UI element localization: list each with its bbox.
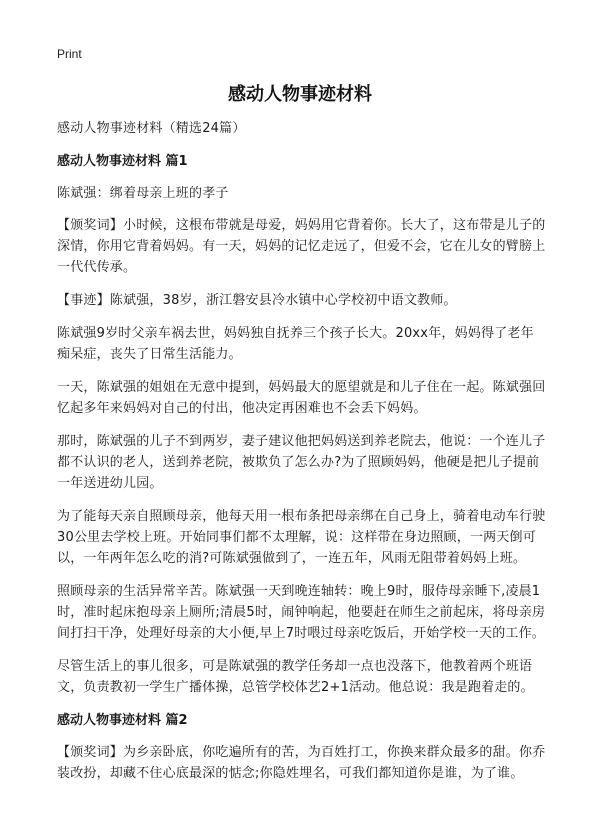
section-heading: 感动人物事迹材料 篇1 — [57, 154, 188, 169]
paragraph: 为了能每天亲自照顾母亲，他每天用一根布条把母亲绑在自己身上，骑着电动车行驶30公里去学校上班。开始同事们都不太理解，说：这样带在身边照顾，一两天倒可以，一年两年怎么吃的消?可陈斌强做到了，一连五年，风雨无阻带着妈妈上班。 — [57, 509, 546, 566]
paragraph: 尽管生活上的事儿很多，可是陈斌强的教学任务却一点也没落下，他教着两个班语文，负责教初一学生广播体操，总管学校体艺2+1活动。他总说：我是跑着走的。 — [57, 659, 534, 695]
document-body — [57, 118, 546, 796]
paragraph: 【颁奖词】小时候，这根布带就是母爱，妈妈用它背着你。长大了，这布带是儿子的深情，你用它背着妈妈。有一天，妈妈的记忆走远了，但爱不会，它在儿女的臂膀上一代代传承。 — [57, 218, 546, 275]
document-subtitle: 感动人物事迹材料（精选24篇） — [57, 121, 246, 136]
paragraph: 那时，陈斌强的儿子不到两岁，妻子建议他把妈妈送到养老院去，他说：一个连儿子都不认识的老人，送到养老院，被欺负了怎么办?为了照顾妈妈，他硬是把儿子提前一年送进幼儿园。 — [57, 434, 546, 491]
paragraph: 照顾母亲的生活异常辛苦。陈斌强一天到晚连轴转：晚上9时，服侍母亲睡下,凌晨1时，准时起床抱母亲上厕所;清晨5时，闹钟响起，他要赶在师生之前起床，将母亲房间打扫干净，处理好母亲的大小便,早上7时喂过母亲吃饭后，开始学校一天的工作。 — [57, 584, 546, 641]
paragraph: 【事迹】陈斌强，38岁，浙江磐安县冷水镇中心学校初中语文教师。 — [57, 293, 457, 308]
paragraph: 一天，陈斌强的姐姐在无意中提到，妈妈最大的愿望就是和儿子住在一起。陈斌强回忆起多年来妈妈对自己的付出，他决定再困难也不会丢下妈妈。 — [57, 380, 546, 416]
print-link[interactable]: Print — [57, 47, 82, 61]
section-heading: 感动人物事迹材料 篇2 — [57, 713, 188, 728]
paragraph: 陈斌强：绑着母亲上班的孝子 — [57, 186, 229, 201]
page-title: 感动人物事迹材料 — [228, 84, 372, 105]
paragraph: 【颁奖词】为乡亲卧底，你吃遍所有的苦，为百姓打工，你换来群众最多的甜。你乔装改扮，却藏不住心底最深的惦念;你隐姓埋名，可我们都知道你是谁，为了谁。 — [57, 745, 546, 781]
paragraph: 陈斌强9岁时父亲车祸去世，妈妈独自抚养三个孩子长大。20xx年，妈妈得了老年痴呆症，丧失了日常生活能力。 — [57, 326, 534, 362]
